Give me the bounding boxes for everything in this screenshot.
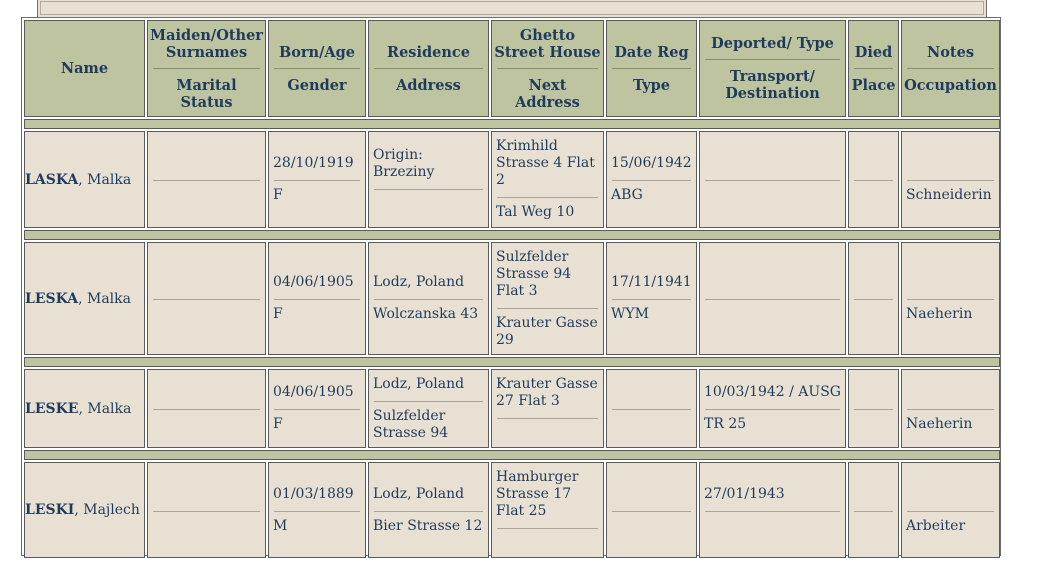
separator-bar [24,230,1000,240]
date-reg-value [611,486,692,503]
cell-divider [497,418,598,419]
place-value [853,306,894,323]
table-row [24,131,1000,228]
gender-value: M [273,517,288,534]
header-died-label: Died [854,43,893,61]
given-name: , Malka [78,290,131,307]
table-row [24,462,1000,558]
transport-value [704,518,841,535]
died-value [853,155,894,172]
place-value [853,416,894,433]
given-name: , Majlech [74,502,140,518]
residence-cell [368,369,489,448]
maiden-cell [147,462,266,558]
occupation-value: Arbeiter [906,517,966,534]
place-value [853,518,894,535]
maiden-cell [147,369,266,448]
cell-divider [274,511,360,512]
cell-divider [705,409,840,410]
header-deported-label: Deported/ Type [711,35,834,52]
cell-divider [374,299,483,300]
gender-value: F [273,416,283,432]
header-transport-label: Transport/ Destination [725,68,820,102]
died-cell [848,369,899,448]
cell-divider [374,189,483,190]
header-notes-label: Notes [926,43,974,61]
cell-divider [497,308,598,309]
records-table [22,18,1002,560]
cell-divider [612,180,691,181]
header-name [24,20,145,117]
transport-value [704,306,841,323]
deported-cell [699,131,846,228]
row-separator [24,357,1000,367]
name-cell [24,369,145,448]
reg-type-value [611,416,692,433]
gender-value: F [273,306,283,322]
cell-divider [907,511,994,512]
top-panel [37,0,987,18]
header-ghetto-label: Ghetto Street House [494,26,601,61]
born-value: 04/06/1905 [273,274,354,290]
address-value: Bier Strasse 12 [373,517,483,534]
address-value: Sulzfelder Strasse 94 [373,407,449,441]
residence-value: Lodz, Poland [373,375,465,392]
cell-divider [854,511,893,512]
notes-value [906,274,995,291]
died-value [853,384,894,401]
cell-divider [854,180,893,181]
died-cell [848,131,899,228]
ghetto-value: Krauter Gasse 27 Flat 3 [496,375,598,409]
header-deported [699,20,846,117]
transport-value [704,187,841,204]
header-gender-label: Gender [287,76,347,94]
ghetto-value: Krimhild Strasse 4 Flat 2 [496,138,595,188]
cell-divider [274,299,360,300]
ghetto-value: Sulzfelder Strasse 94 Flat 3 [496,248,572,299]
notes-value [906,486,995,503]
deported-value: 10/03/1942 / AUSG [704,384,841,400]
residence-value: Lodz, Poland [373,274,465,290]
header-ghetto [491,20,604,117]
row-separator [24,119,1000,129]
header-date [606,20,697,117]
occupation-value: Naeherin [906,306,973,322]
date-cell [606,462,697,558]
header-divider [153,68,260,69]
header-divider [497,68,598,69]
cell-divider [854,299,893,300]
residence-value: Lodz, Poland [373,485,465,502]
separator-bar [24,450,1000,460]
given-name: , Malka [78,400,132,417]
gender-value: F [273,187,283,203]
cell-divider [907,299,994,300]
header-date-label: Date Reg [614,43,689,61]
marital-value [152,518,261,535]
maiden-value [152,274,261,291]
born-cell [268,369,366,448]
name-cell [24,462,145,558]
reg-type-value: WYM [611,306,649,322]
notes-cell [901,242,1000,355]
cell-divider [612,299,691,300]
header-residence [368,20,489,117]
header-name-label: Name [60,60,109,77]
name-cell [24,242,145,355]
table-row [24,242,1000,355]
row-separator [24,450,1000,460]
header-occupation-label: Occupation [904,76,997,94]
born-value: 04/06/1905 [273,384,354,400]
cell-divider [274,409,360,410]
surname: LESKA [25,290,79,307]
cell-divider [854,409,893,410]
cell-divider [612,511,691,512]
address-value: Wolczanska 43 [373,306,479,322]
cell-divider [497,528,598,529]
ghetto-cell [491,369,604,448]
address-value [373,196,484,213]
separator-bar [24,119,1000,129]
ghetto-value: Hamburger Strasse 17 Flat 25 [496,468,579,519]
cell-divider [374,511,483,512]
header-residence-label: Residence [387,43,470,61]
header-notes [901,20,1000,117]
born-value: 01/03/1889 [273,485,354,502]
deported-cell [699,369,846,448]
surname: LASKA [25,171,79,188]
maiden-value [152,384,261,401]
cell-divider [612,409,691,410]
notes-cell [901,462,1000,558]
deported-value: 27/01/1943 [704,485,785,502]
ghetto-cell [491,131,604,228]
transport-value: TR 25 [704,416,747,432]
header-marital-label: Marital Status [176,76,237,111]
reg-type-value: ABG [611,187,643,203]
maiden-cell [147,242,266,355]
deported-value [704,155,841,172]
header-born [268,20,366,117]
date-reg-value: 17/11/1941 [611,274,692,290]
cell-divider [907,409,994,410]
header-type-label: Type [633,76,670,94]
reg-type-value [611,518,692,535]
header-divider [374,68,483,69]
maiden-cell [147,131,266,228]
cell-divider [705,511,840,512]
header-divider [854,68,893,69]
table-row [24,369,1000,448]
header-divider [274,68,360,69]
cell-divider [705,180,840,181]
row-separator [24,230,1000,240]
header-address-label: Address [396,76,461,94]
next-address-value: Tal Weg 10 [496,204,575,220]
died-cell [848,462,899,558]
cell-divider [153,511,260,512]
separator-bar [24,357,1000,367]
maiden-value [152,486,261,503]
cell-divider [374,401,483,402]
header-maiden-label: Maiden/Other Surnames [150,26,263,61]
place-value [853,187,894,204]
notes-cell [901,131,1000,228]
notes-value [906,155,995,172]
header-row [24,20,1000,117]
cell-divider [274,180,360,181]
born-cell [268,131,366,228]
residence-cell [368,462,489,558]
marital-value [152,187,261,204]
born-value: 28/10/1919 [273,155,354,171]
deported-value [704,274,841,291]
header-divider [705,59,840,60]
ghetto-cell [491,242,604,355]
cell-divider [497,197,598,198]
date-cell [606,242,697,355]
maiden-value [152,155,261,172]
residence-value: Origin: Brzeziny [373,146,435,180]
surname: LESKI [25,502,75,518]
notes-value [906,384,995,401]
date-cell [606,131,697,228]
marital-value [152,416,261,433]
residence-cell [368,242,489,355]
cell-divider [153,409,260,410]
name-cell [24,131,145,228]
died-value [853,274,894,291]
header-maiden [147,20,266,117]
header-divider [612,68,691,69]
next-address-value [496,535,599,552]
died-cell [848,242,899,355]
deported-cell [699,242,846,355]
deported-cell [699,462,846,558]
marital-value [152,306,261,323]
header-divider [907,68,994,69]
occupation-value: Naeherin [906,416,973,432]
given-name: , Malka [78,171,132,188]
next-address-value: Krauter Gasse 29 [496,314,598,348]
cell-divider [907,180,994,181]
cell-divider [153,299,260,300]
date-reg-value [611,384,692,401]
residence-cell [368,131,489,228]
cell-divider [705,299,840,300]
date-cell [606,369,697,448]
date-reg-value: 15/06/1942 [611,155,692,171]
header-place-label: Place [851,76,896,94]
occupation-value: Schneiderin [906,187,992,203]
surname: LESKE [25,400,79,417]
header-born-label: Born/Age [278,43,356,61]
notes-cell [901,369,1000,448]
born-cell [268,242,366,355]
born-cell [268,462,366,558]
died-value [853,486,894,503]
cell-divider [153,180,260,181]
ghetto-cell [491,462,604,558]
header-died [848,20,899,117]
header-next-address-label: Next Address [515,76,580,111]
next-address-value [496,425,599,442]
